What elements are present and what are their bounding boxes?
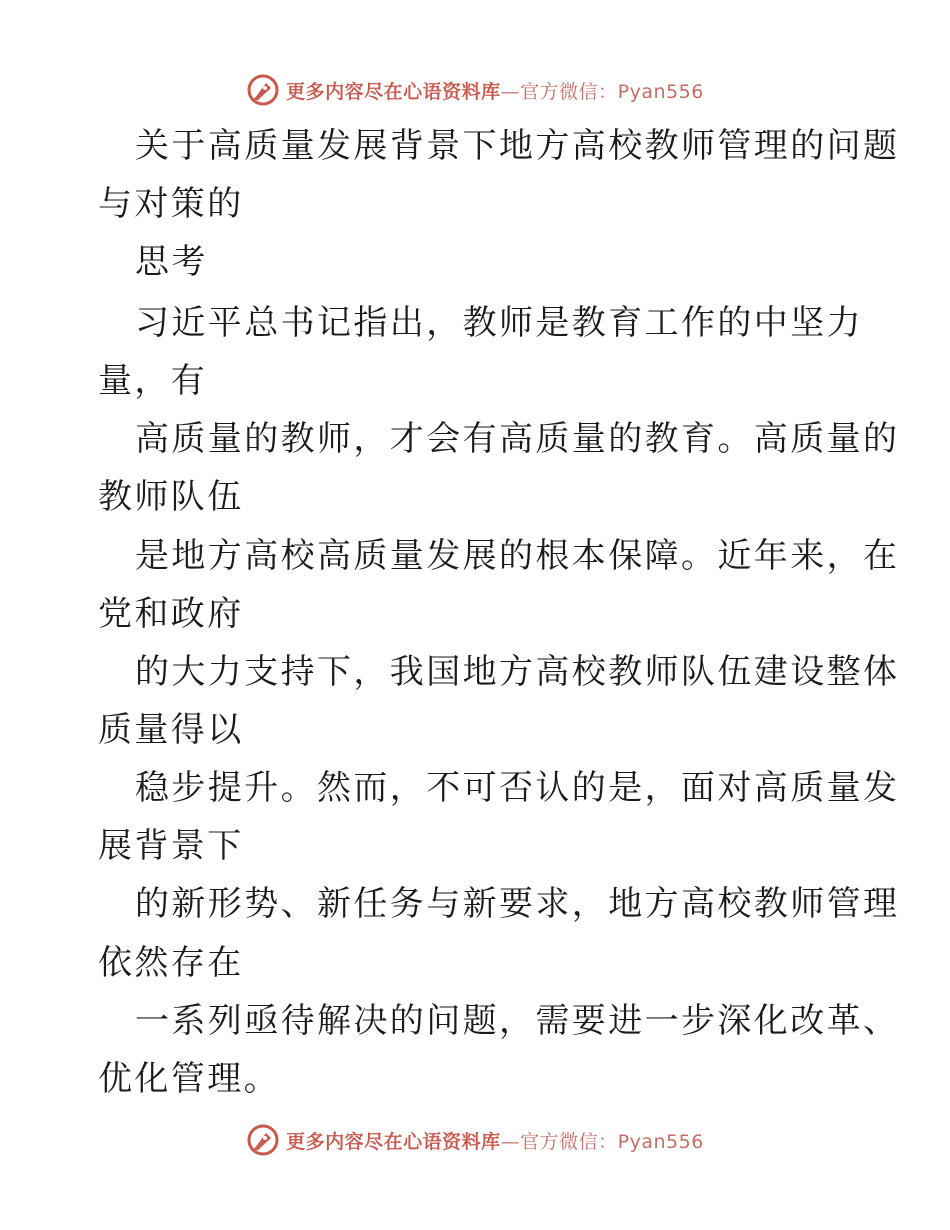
- watermark-main: 更多内容尽在心语资料库: [286, 1130, 501, 1153]
- paragraph-line: 一系列亟待解决的问题，需要进一步深化改革、: [135, 1001, 900, 1041]
- paragraph-line: 依然存在: [98, 943, 244, 983]
- watermark-sub: 官方微信：Pyan556: [520, 1130, 704, 1153]
- paragraph-line: 的大力支持下，我国地方高校教师队伍建设整体: [135, 652, 900, 692]
- paragraph-line: 教师队伍: [98, 477, 244, 517]
- watermark-text: [286, 77, 704, 104]
- watermark-text: [286, 1127, 704, 1154]
- paragraph-line: 高质量的教师，才会有高质量的教育。高质量的: [135, 419, 900, 459]
- document-title-line-2: 与对策的: [98, 184, 244, 224]
- paragraph-line: 党和政府: [98, 594, 244, 634]
- watermark-sub: 官方微信：Pyan556: [520, 80, 704, 103]
- document-title-line-1: 关于高质量发展背景下地方高校教师管理的问题: [135, 126, 900, 166]
- paragraph-line: 的新形势、新任务与新要求，地方高校教师管理: [135, 884, 900, 924]
- paragraph-line: 质量得以: [98, 710, 244, 750]
- pen-nib-circle-icon: [246, 1123, 280, 1157]
- header-watermark: [0, 68, 950, 112]
- paragraph-line: 习近平总书记指出，教师是教育工作的中坚力: [135, 303, 863, 343]
- pen-nib-circle-icon: [246, 73, 280, 107]
- document-title-line-3: 思考: [135, 242, 208, 282]
- paragraph-line: 是地方高校高质量发展的根本保障。近年来，在: [135, 536, 900, 576]
- watermark-main: 更多内容尽在心语资料库: [286, 80, 501, 103]
- footer-watermark: [0, 1118, 950, 1162]
- watermark-separator: —: [500, 80, 521, 103]
- paragraph-line: 量，有: [98, 361, 208, 401]
- paragraph-line: 稳步提升。然而，不可否认的是，面对高质量发: [135, 768, 900, 808]
- paragraph-line: 展背景下: [98, 826, 244, 866]
- paragraph-line: 优化管理。: [98, 1059, 280, 1099]
- watermark-separator: —: [500, 1130, 521, 1153]
